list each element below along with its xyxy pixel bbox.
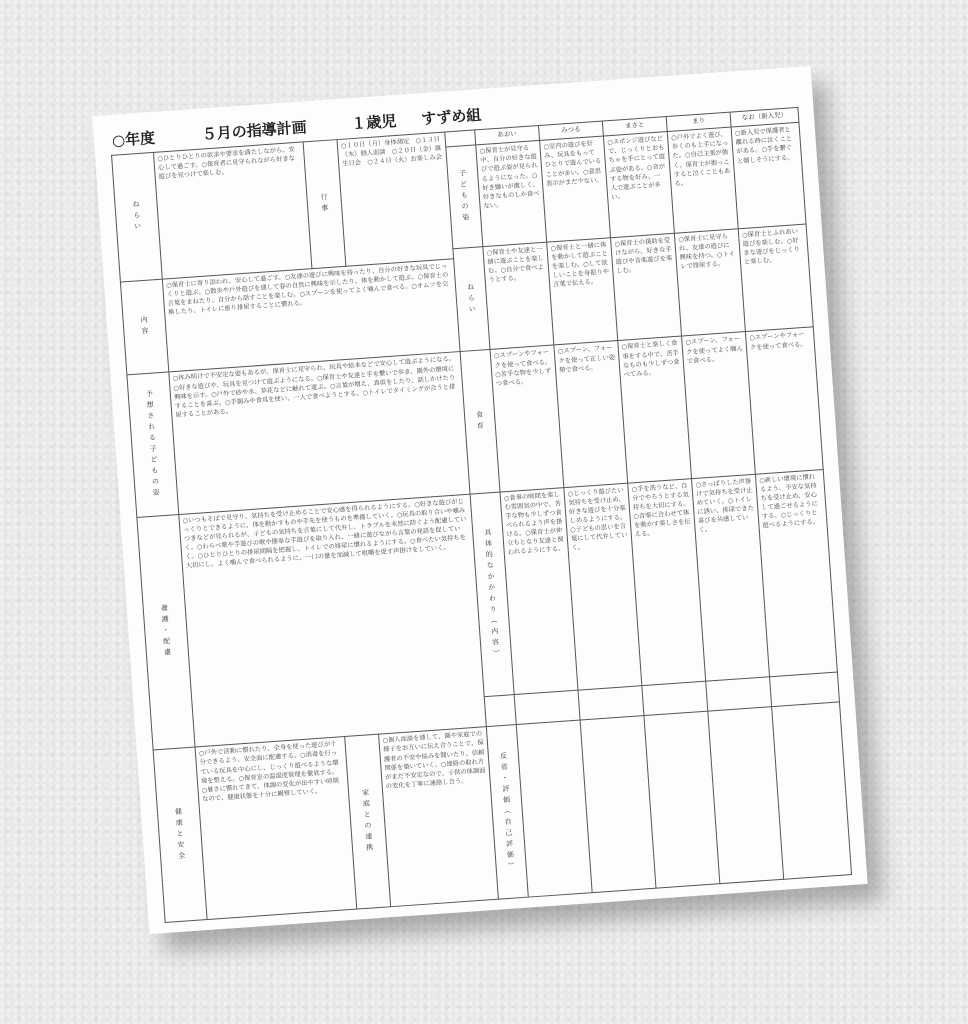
content-label: 内容 [120,279,168,375]
child-5-image: ○新入児で保護者と離れる時に泣くことがある。○手を繋ぐと嬉しそうにする。 [731,123,806,229]
food-label: 食育 [460,350,500,494]
child-3-food: ○保育士と楽しく食事をする中で、苦手なものも少しずつ食べてみる。 [618,336,692,482]
reflection-4 [708,707,784,884]
aim-text: ○ひとりひとりの欲求や要求を満たしながら、安心して過ごす。○保育者に見守られながら好きな遊びを見つけて楽しむ。 [153,142,311,279]
specific-label: 具体的なかかわり（内容） [470,492,514,697]
care-points-text: ○いつもそばで見守り、気持ちを受け止めることで安心感を得られるようにする。○好きな遊びがじっくりとできるように、体を動かすものや手先を使うものを準備していく。○玩具の取り合いや噛みつきなどが見られるが、子どもの気持ちを言葉にして代弁し、トラブルを未然に防ぐよう配慮していく。○わらべ歌や手遊びの歌や簡単な手遊びを取り入れ、一緒に遊びながら言葉の発語を促していく。○ひとりひとりの排尿間隔を把握し、トイレでの排尿に慣れるようにする。○食べたい気持ちを大切にし、よく噛んで食べられるように、一口の量を加減して咀嚼を促す声掛けをしていく。 [179,494,487,747]
child-image-label: 子どもの姿 [446,145,483,248]
reflection-5 [772,702,852,879]
title-month-plan: ５月の指導計画 [201,117,308,143]
spacer-1 [514,690,580,725]
column-header-5: なお（新入児） [730,107,799,127]
aim-right-label: ねらい [453,246,490,351]
child-3-aim: ○保育士の援助を受けながら、好きな手遊びや音楽遊びを楽しむ。 [611,233,682,341]
care-points-label: 養護・配慮 [137,514,195,750]
column-header-3: まさと [602,117,667,137]
child-3-specific: ○手を洗うなど、自分でやろうとする気持ちを大切にする。○音楽に合わせて体を動かす楽しさを伝える。 [628,478,706,685]
child-4-food: ○スプーン、フォークを使ってよく噛んで食べる。 [682,332,756,478]
spacer-2 [578,685,644,720]
events-text: ○１０日（月）身体測定 ○１３日（木）個人面談 ○２０日（金）誕生日会 ○２４日（火）お楽しみ会 [337,132,454,266]
child-5-specific: ○新しい環境に慣れるよう、不安な気持ちを受け止め、安心して過ごせるようにする。○じっくりと遊べるようにする。 [755,469,837,676]
aim-label: ねらい [112,152,163,282]
child-2-food: ○スプーン、フォークを使って正しい姿勢で食べる。 [554,341,628,487]
child-2-aim: ○保育士と一緒に体を動かして遊ぶことを楽しむ。○して欲しいことを身振りや言葉で伝える。 [547,238,618,346]
title-age: １歳児 [350,111,397,133]
title-class-name: すずめ組 [420,105,482,128]
child-4-aim: ○保育士に見守られ、友達の遊びに興味を持つ。○トイレで排尿する。 [674,229,745,337]
child-3-image: ○スポンジ遊びなどで、じっくりとおもちゃを手にとって遊ぶ姿がある。○音がする物を好み、一人で遊ぶことが多い。 [603,132,674,238]
document-sheet [92,66,867,934]
health-safety-label: 健康と安全 [153,747,207,922]
child-1-specific: ○食事の時間を楽しむ雰囲気の中で、苦手な物も少しずつ食べられるよう声を掛ける。○保育士が仲立ちとなり友達と関われるようにする。 [500,487,578,694]
child-5-aim: ○保育士とふれあい遊びを楽しむ。○好きな遊びをじっくりと楽しむ。 [738,224,813,332]
title-year: ○年度 [111,128,156,150]
child-4-specific: ○さっぱりした声掛けで気持ちを受け止めていく。○トイレに誘い、排尿できた喜びを共感していく。 [692,474,770,681]
spacer-4 [706,677,772,712]
child-1-image: ○保育士が見守る中、自分の好きな遊びで遊ぶ姿が見られるようになった。○好き嫌いが激しく、好きなものしか食べない。 [476,141,547,247]
spacer-3 [642,681,708,716]
child-2-specific: ○じっくり遊びたい気持ちを受け止め、好きな遊びを十分楽しめるようにする。○子どもの思いを言葉にして代弁していく。 [564,483,642,690]
events-label: 行事 [303,140,346,269]
child-1-aim: ○保育士や友達と一緒に遊ぶことを楽しむ。○自分で食べようとする。 [483,242,554,350]
health-safety-text: ○戸外で活動に慣れたり、全身を使った遊びが十分できるよう、安全面に配慮する。○消毒を行っている玩具を中心にし、じっくり遊べるような環境を整える。○保育室の温湿度管理を徹底する。○暑さに慣れてきて、体調の変化が出やすい時期なので、健康状態を十分に観察していく。 [195,737,357,920]
child-2-image: ○室内の遊びを好み、玩具をもってひとりで遊んでいることが多い。○意思表示がまだ少ない。 [540,136,611,242]
family-label: 家庭との連携 [345,734,391,909]
reflection-1 [516,720,592,897]
spacer-5 [770,672,840,707]
column-header-1: あおい [475,126,540,146]
specific-spacer [484,694,516,726]
family-text: ○個人面談を通して、園や家庭での様子をお互いに伝え合うことで、保護者の不安や悩みを聞いたり、信頼関係を築いていく。○連絡の取れ方がまだ不安定なので、子供の体調面の変化を丁寧に連絡し合う。 [379,727,499,907]
column-header-4: まり [666,112,731,132]
child-4-image: ○戸外でよく遊び、歩くのも上手になった。○自己主張が強く、保育士が抱っこすると泣くこともある。 [667,127,738,233]
child-1-food: ○スプーンやフォークを使って食べる。○苦手な物を少しずつ食べる。 [490,345,564,491]
reflection-2 [580,716,656,893]
reflection-label: 反省・評価（自己評価） [486,725,528,899]
column-header-2: みつる [539,121,604,141]
content-text: ○保育士に寄り添われ、安心して過ごす。○友達の遊びに興味を持ったり、自分の好きな玩具でじっくりと遊ぶ。○散歩や戸外遊びを通して春の自然に興味を示したり、体を動かして遊ぶ。○保育士の言葉をまねたり、自分から話すことを楽しむ。○スプーンを使ってよく噛んで食べる。○オムツを交換したり、トイレに座り排尿することに慣れる。 [162,259,460,373]
child-expected-label: 予想される子どもの姿 [127,372,179,517]
child-expected-text: ○休み明けで不安定な姿もあるが、保育士に見守られ、玩具や絵本などで安心して遊ぶようになる。○好きな遊びや、玩具を見つけて遊ぶようになる。○保育士や友達と手を繋いで歩き、園外の環境に興味を示す。○戸外で砂や水、草花などに触れて遊ぶ。○言葉が増え、真似をしたり、話しかけたりすることを喜ぶ。○手掴みや食具を使い、一人で食べようとする。○トイレでタイミングが合うと排尿することがある。 [169,352,470,514]
reflection-3 [644,711,720,888]
child-5-food: ○スプーンやフォークを使って食べる。 [745,327,823,474]
plan-table [111,107,852,923]
